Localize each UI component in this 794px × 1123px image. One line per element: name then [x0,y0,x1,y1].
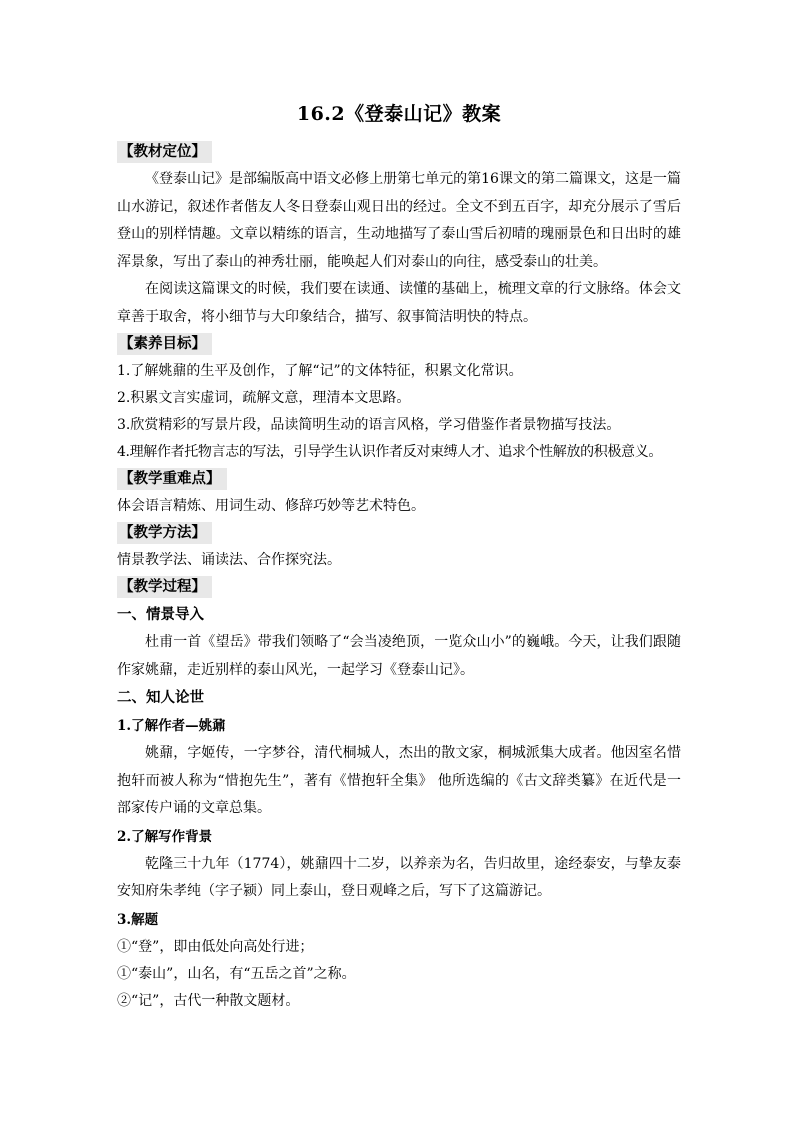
process-part1-text: 杜甫一首《望岳》带我们领略了“会当凌绝顶，一览众山小”的巍峨。今天，让我们跟随作家姚鼐，走近别样的泰山风光，一起学习《登泰山记》。 [117,634,681,678]
goal-item-1: 1.了解姚鼐的生平及创作，了解“记”的文体特征，积累文化常识。 [117,363,523,379]
section-label-textbook: 【教材定位】 [117,141,212,163]
section-label-keypoints: 【教学重难点】 [117,468,227,490]
textbook-paragraph-2: 在阅读这篇课文的时候，我们要在读通、读懂的基础上，梳理文章的行文脉络。体会文章善于取舍，将小细节与大印象结合，描写、叙事简洁明快的特点。 [117,281,681,325]
textbook-paragraph-1: 《登泰山记》是部编版高中语文必修上册第七单元的第16课文的第二篇课文，这是一篇山水游记，叙述作者偕友人冬日登泰山观日出的经过。全文不到五百字，却充分展示了雪后登山的别样情趣。文章以精练的语言，生动地描写了泰山雪后初晴的瑰丽景色和日出时的雄浑景象，写出了泰山的神秀壮丽，能唤起人们对泰山的向往，感受泰山的壮美。 [117,171,681,270]
process-part2-heading: 二、知人论世 [117,689,204,706]
process-sub2-text: 乾隆三十九年（1774），姚鼐四十二岁，以养亲为名，告归故里，途经泰安，与挚友泰安知府朱孝纯（字子颍）同上泰山，登日观峰之后，写下了这篇游记。 [117,855,681,899]
section-label-process: 【教学过程】 [117,576,212,598]
process-sub1-text: 姚鼐，字姬传，一字梦谷，清代桐城人，杰出的散文家，桐城派集大成者。他因室名惜抱轩而被人称为“惜抱先生”，著有《惜抱轩全集》 他所选编的《古文辞类纂》在近代是一部家传户诵的文章总集。 [117,745,681,816]
section-label-methods: 【教学方法】 [117,522,212,544]
process-sub3-item-2: ①“泰山”，山名，有“五岳之首”之称。 [117,965,356,982]
section-label-goals: 【素养目标】 [117,333,212,355]
process-sub2-heading: 2.了解写作背景 [117,828,213,845]
process-part1-heading: 一、情景导入 [117,606,204,623]
process-sub3-item-3: ②“记”，古代一种散文题材。 [117,992,300,1009]
goal-item-3: 3.欣赏精彩的写景片段，品读简明生动的语言风格，学习借鉴作者景物描写技法。 [117,417,621,433]
process-sub1-heading: 1.了解作者—姚鼐 [117,718,226,734]
goal-item-4: 4.理解作者托物言志的写法，引导学生认识作者反对束缚人才、追求个性解放的积极意义。 [117,444,663,460]
keypoints-text: 体会语言精炼、用词生动、修辞巧妙等艺术特色。 [117,498,425,514]
document-title: 16.2《登泰山记》教案 [296,103,502,125]
process-sub3-item-1: ①“登”，即由低处向高处行进； [117,938,314,955]
goal-item-2: 2.积累文言实虚词，疏解文意，理清本文思路。 [117,390,411,406]
methods-text: 情景教学法、诵读法、合作探究法。 [117,552,341,568]
process-sub3-heading: 3.解题 [117,911,159,928]
